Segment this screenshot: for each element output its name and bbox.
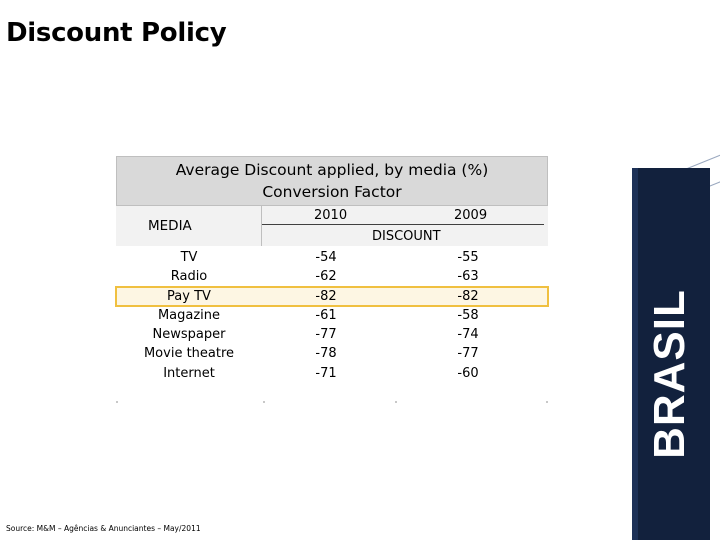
brand-bar [632, 168, 710, 540]
media-column-header: MEDIA [148, 218, 192, 234]
value-2010-cell: -62 [315, 269, 337, 285]
discount-table [116, 156, 548, 402]
value-2009-cell: -77 [457, 346, 479, 362]
value-2009-cell: -58 [457, 307, 479, 323]
value-2010-cell: -71 [315, 365, 337, 381]
value-2010-cell: -82 [315, 288, 337, 304]
media-cell: TV [180, 250, 198, 265]
value-2009-cell: -60 [457, 365, 479, 381]
discount-group-label: DISCOUNT [372, 229, 441, 244]
table-row [116, 248, 548, 267]
header-divider [396, 224, 544, 225]
table-row [116, 306, 548, 325]
table-row [116, 364, 548, 383]
media-cell: Movie theatre [143, 346, 235, 362]
table-column-headers [116, 206, 548, 246]
table-row [116, 325, 548, 344]
table-bottom-rule [116, 401, 548, 402]
table-row-highlighted [116, 287, 548, 306]
value-2009-cell: -82 [457, 288, 479, 304]
value-2010-cell: -77 [315, 327, 337, 343]
year-2009-header: 2009 [454, 208, 488, 223]
page-title: Discount Policy [6, 18, 227, 48]
value-2009-cell: -74 [457, 327, 479, 343]
media-cell: Magazine [157, 307, 221, 323]
header-divider [262, 224, 396, 225]
value-2010-cell: -61 [315, 307, 337, 323]
value-2010-cell: -54 [315, 250, 337, 265]
value-2010-cell: -78 [315, 346, 337, 362]
year-headers [262, 206, 548, 246]
table-row [116, 267, 548, 286]
table-header [116, 156, 548, 206]
source-note: Source: M&M – Agências & Anunciantes – May/2011 [6, 524, 201, 533]
table-title: Average Discount applied, by media (%) [175, 161, 489, 179]
table-body [116, 248, 548, 383]
media-cell: Pay TV [167, 288, 211, 304]
year-2010-header: 2010 [314, 208, 348, 223]
brand-logo-text: BRASIL [645, 289, 694, 459]
value-2009-cell: -55 [457, 250, 479, 265]
media-cell: Newspaper [152, 327, 226, 343]
table-row [116, 344, 548, 363]
media-cell: Radio [170, 269, 208, 285]
table-subtitle: Conversion Factor [262, 183, 402, 201]
media-header-cell [116, 206, 262, 246]
value-2009-cell: -63 [457, 269, 479, 285]
media-cell: Internet [163, 365, 215, 381]
